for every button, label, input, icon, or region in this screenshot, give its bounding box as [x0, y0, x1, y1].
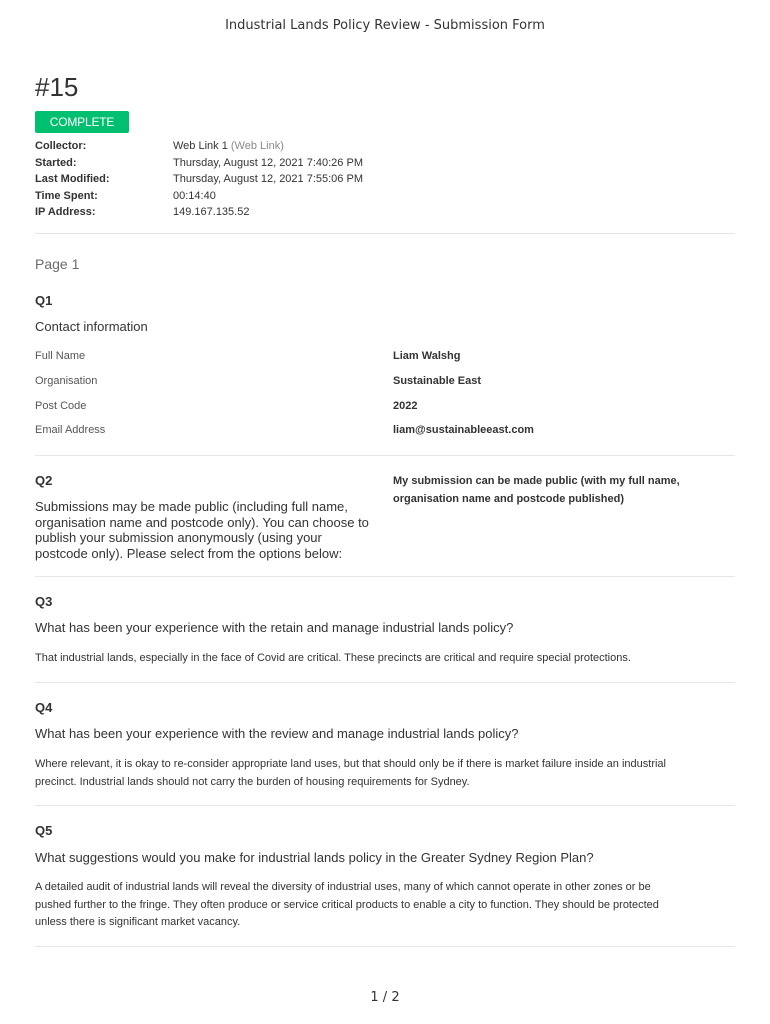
meta-row-started	[35, 157, 363, 174]
response-number: #15	[35, 72, 79, 102]
answer-line: That industrial lands, especially in the face of Covid are critical. These precincts are critical and require special protections.	[35, 652, 631, 664]
divider	[35, 233, 735, 234]
question-text: Contact information	[35, 319, 148, 334]
question-text	[35, 499, 369, 561]
meta-value: 00:14:40	[173, 189, 216, 202]
answer-line: unless there is significant market vacancy.	[35, 916, 241, 928]
question-number: Q4	[35, 700, 53, 715]
divider	[35, 805, 735, 806]
meta-label: IP Address:	[35, 206, 96, 219]
meta-value: Thursday, August 12, 2021 7:55:06 PM	[173, 173, 363, 186]
meta-row-collector	[35, 140, 363, 157]
field-value-full-name: Liam Walshg	[393, 350, 461, 362]
question-text-line: organisation name and postcode only). You can choose to	[35, 514, 369, 530]
answer-text	[35, 650, 735, 668]
answer-text	[393, 473, 723, 508]
question-text-line: postcode only). Please select from the options below:	[35, 545, 343, 561]
field-label-full-name: Full Name	[35, 350, 86, 362]
meta-value	[173, 140, 284, 157]
question-number: Q2	[35, 473, 53, 488]
collector-type: (Web Link)	[230, 140, 284, 152]
meta-row-last-modified	[35, 173, 363, 190]
collector-name: Web Link 1	[173, 140, 228, 152]
page-label: Page 1	[35, 256, 80, 272]
answer-line: A detailed audit of industrial lands will reveal the diversity of industrial uses, many of which cannot operate in other zones or be	[35, 881, 651, 893]
status-badge: COMPLETE	[35, 111, 129, 133]
page-indicator: 1 / 2	[370, 990, 400, 1005]
field-value-post-code: 2022	[393, 400, 418, 412]
question-text: What suggestions would you make for industrial lands policy in the Greater Sydney Region Plan?	[35, 850, 594, 865]
answer-line: precinct. Industrial lands should not carry the burden of housing requirements for Sydney.	[35, 775, 470, 788]
field-value-organisation: Sustainable East	[393, 375, 482, 387]
divider	[35, 576, 735, 577]
meta-label: Started:	[35, 156, 77, 169]
question-text: What has been your experience with the review and manage industrial lands policy?	[35, 726, 519, 741]
question-number: Q3	[35, 594, 53, 609]
meta-row-ip-address	[35, 206, 363, 223]
divider	[35, 946, 735, 947]
meta-value: 149.167.135.52	[173, 206, 250, 219]
answer-line: My submission can be made public (with my full name,	[393, 475, 680, 487]
question-text-line: publish your submission anonymously (using your	[35, 530, 322, 545]
answer-text	[35, 756, 735, 791]
meta-row-time-spent	[35, 190, 363, 207]
meta-label: Last Modified:	[35, 173, 110, 186]
divider	[35, 455, 735, 456]
question-number: Q5	[35, 823, 53, 838]
question-text-line: Submissions may be made public (including full name,	[35, 499, 348, 514]
answer-text	[35, 879, 735, 932]
answer-line: pushed further to the fringe. They often produce or service critical products to enable a city to function. They should be protected	[35, 898, 659, 911]
question-number: Q1	[35, 293, 53, 308]
document-title: Industrial Lands Policy Review - Submission Form	[225, 18, 545, 33]
response-metadata	[35, 140, 363, 223]
question-text: What has been your experience with the retain and manage industrial lands policy?	[35, 620, 514, 635]
divider	[35, 682, 735, 683]
field-label-email: Email Address	[35, 424, 106, 436]
field-value-email: liam@sustainableeast.com	[393, 424, 534, 436]
field-label-post-code: Post Code	[35, 400, 87, 412]
meta-label: Collector:	[35, 140, 87, 152]
answer-line: Where relevant, it is okay to re-consider appropriate land uses, but that should only be if there is market failure inside an industrial	[35, 758, 666, 770]
meta-value: Thursday, August 12, 2021 7:40:26 PM	[173, 156, 363, 169]
answer-line: organisation name and postcode published)	[393, 492, 625, 505]
meta-label: Time Spent:	[35, 189, 98, 202]
field-label-organisation: Organisation	[35, 375, 98, 387]
